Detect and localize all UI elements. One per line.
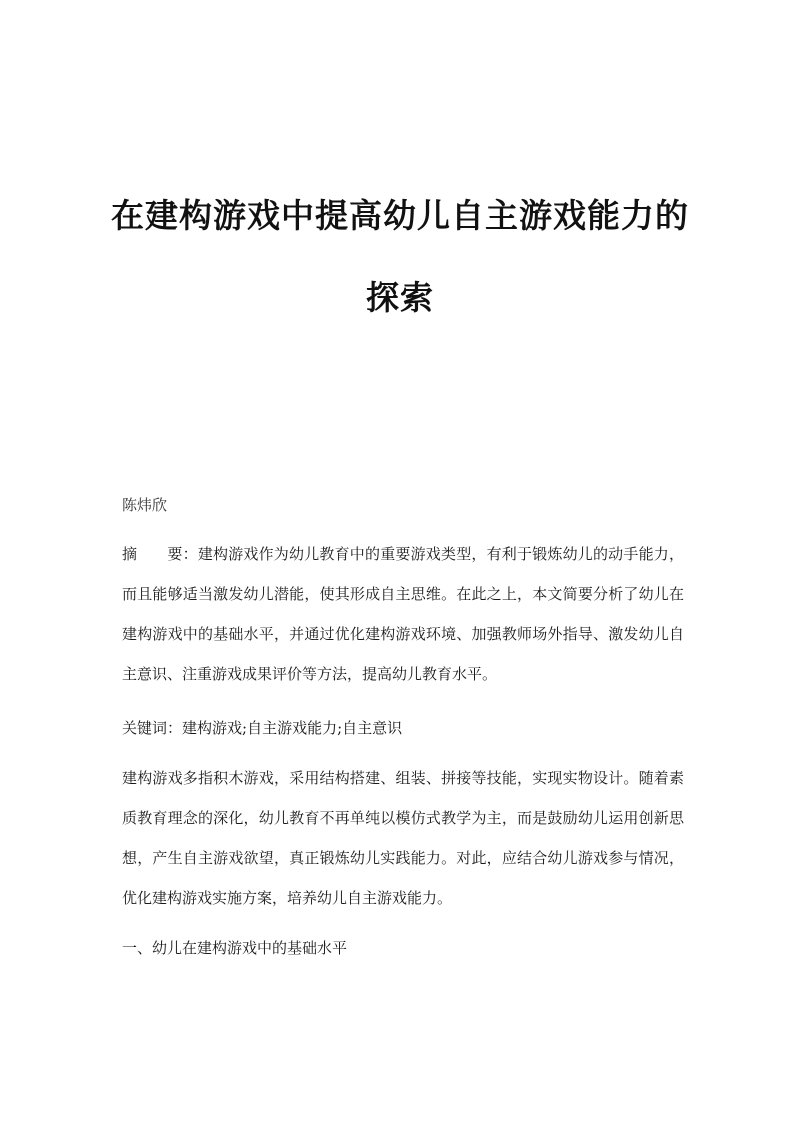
author-name: 陈炜欣 — [122, 496, 168, 514]
keywords-line — [122, 708, 684, 748]
abstract-label — [122, 545, 198, 563]
abstract-label-first: 摘 — [122, 545, 138, 563]
keywords-label: 关键词： — [122, 719, 183, 737]
intro-paragraph: 建构游戏多指积木游戏，采用结构搭建、组装、拼接等技能，实现实物设计。随着素质教育理念的深化，幼儿教育不再单纯以模仿式教学为主，而是鼓励幼儿运用创新思想，产生自主游戏欲望，真正锻炼幼儿实践能力。对此，应结合幼儿游戏参与情况，优化建构游戏实施方案，培养幼儿自主游戏能力。 — [122, 769, 684, 907]
abstract-paragraph — [122, 534, 684, 694]
abstract-label-second: 要： — [167, 545, 198, 563]
title-line-2: 探索 — [366, 278, 434, 317]
section-heading: 一、幼儿在建构游戏中的基础水平 — [122, 939, 348, 957]
title-line-1: 在建构游戏中提高幼儿自主游戏能力的 — [111, 196, 689, 235]
abstract-text: 建构游戏作为幼儿教育中的重要游戏类型，有利于锻炼幼儿的动手能力，而且能够适当激发幼儿潜能，使其形成自主思维。在此之上，本文简要分析了幼儿在建构游戏中的基础水平，并通过优化建构游戏环境、加强教师场外指导、激发幼儿自主意识、注重游戏成果评价等方法，提高幼儿教育水平。 — [122, 545, 684, 683]
keywords-text: 建构游戏;自主游戏能力;自主意识 — [182, 719, 403, 737]
